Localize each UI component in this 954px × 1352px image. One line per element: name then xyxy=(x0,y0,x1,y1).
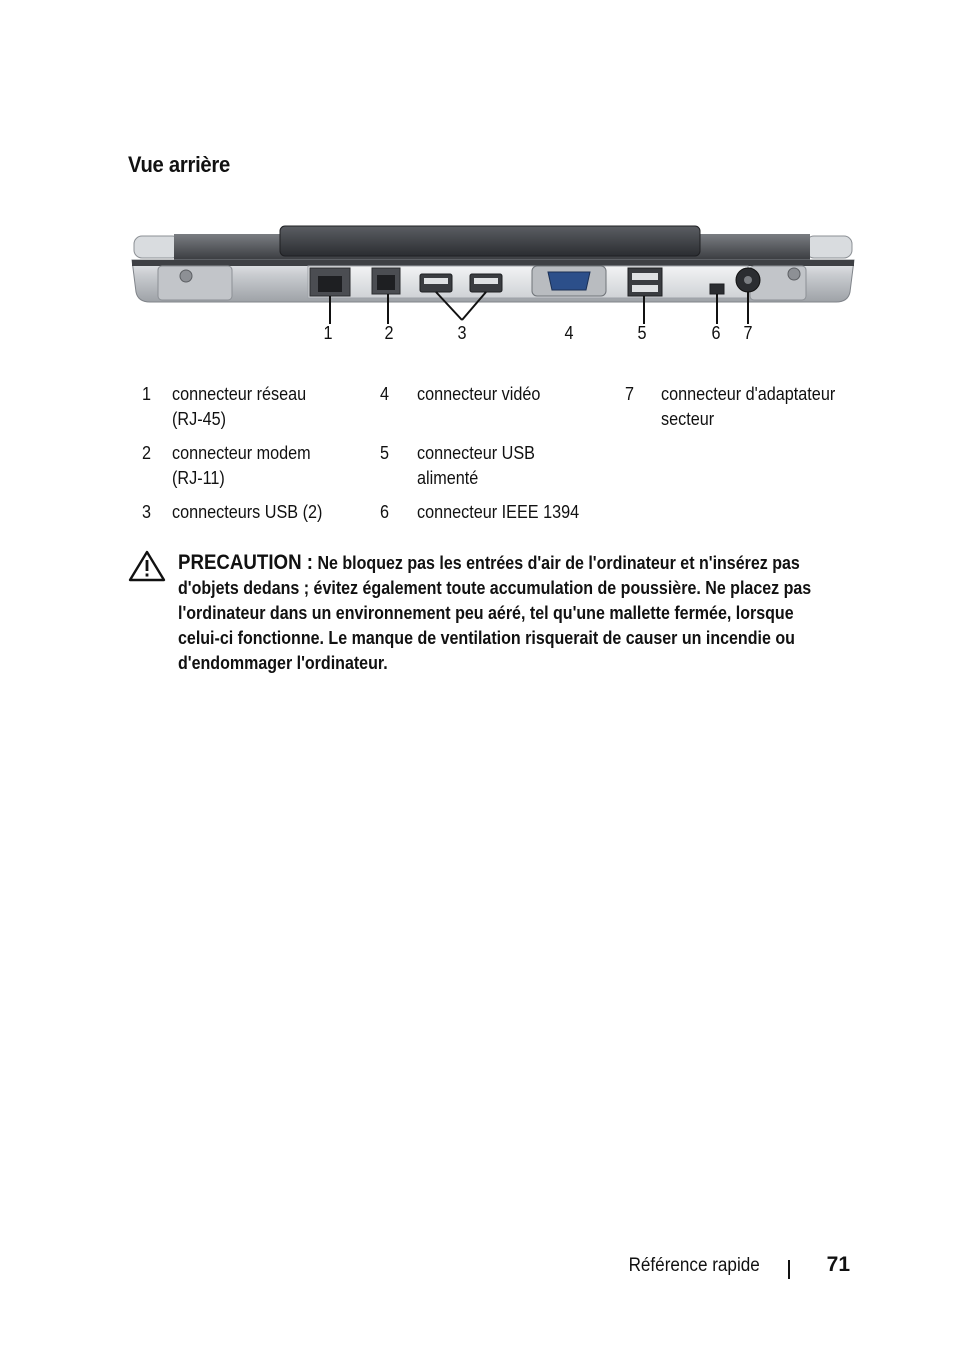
callout-3: 3 xyxy=(457,323,467,343)
section-title: Vue arrière xyxy=(128,152,230,177)
legend-number: 2 xyxy=(142,443,152,463)
footer-section-label: Référence rapide xyxy=(628,1255,760,1276)
laptop-back-view-figure xyxy=(128,222,858,352)
legend-number: 7 xyxy=(625,384,635,404)
callout-5: 5 xyxy=(637,323,647,343)
callout-6: 6 xyxy=(711,323,721,343)
legend-label: connecteur vidéo xyxy=(417,384,541,404)
caution-text: Ne bloquez pas les entrées d'air de l'ordinateur et n'insérez pas d'objets dedans ; évitez également toute accumulation de poussière. Ne placez pas l'ordinateur dans un environnement peu aéré, tel qu'une mallette fermée, lorsque celui-ci fonctionne. Le manque de ventilation risquerait de causer un incendie ou d'endommager l'ordinateur. xyxy=(178,553,812,673)
legend-label: connecteurs USB (2) xyxy=(172,502,323,522)
caution-body xyxy=(178,550,837,676)
legend-row xyxy=(128,382,858,441)
page-number: 71 xyxy=(826,1253,850,1276)
legend-row xyxy=(128,500,858,530)
legend-label: connecteur d'adaptateur secteur xyxy=(661,384,836,429)
caution-label: PRECAUTION : xyxy=(178,551,313,574)
legend-number: 6 xyxy=(380,502,390,522)
callout-2: 2 xyxy=(384,323,394,343)
legend-label: connecteur USB alimenté xyxy=(417,443,535,488)
legend-label: connecteur modem (RJ-11) xyxy=(172,443,311,488)
legend-table xyxy=(128,382,858,530)
page-footer xyxy=(560,1255,860,1285)
legend-label: connecteur réseau (RJ-45) xyxy=(172,384,307,429)
callout-7: 7 xyxy=(743,323,753,343)
legend-number: 1 xyxy=(142,384,152,404)
warning-triangle-icon xyxy=(128,550,166,582)
footer-separator xyxy=(788,1260,790,1279)
callout-1: 1 xyxy=(323,323,333,343)
legend-number: 3 xyxy=(142,502,152,522)
legend-row xyxy=(128,441,858,500)
legend-number: 5 xyxy=(380,443,390,463)
legend-label: connecteur IEEE 1394 xyxy=(417,502,580,522)
callout-4: 4 xyxy=(564,323,574,343)
legend-number: 4 xyxy=(380,384,390,404)
